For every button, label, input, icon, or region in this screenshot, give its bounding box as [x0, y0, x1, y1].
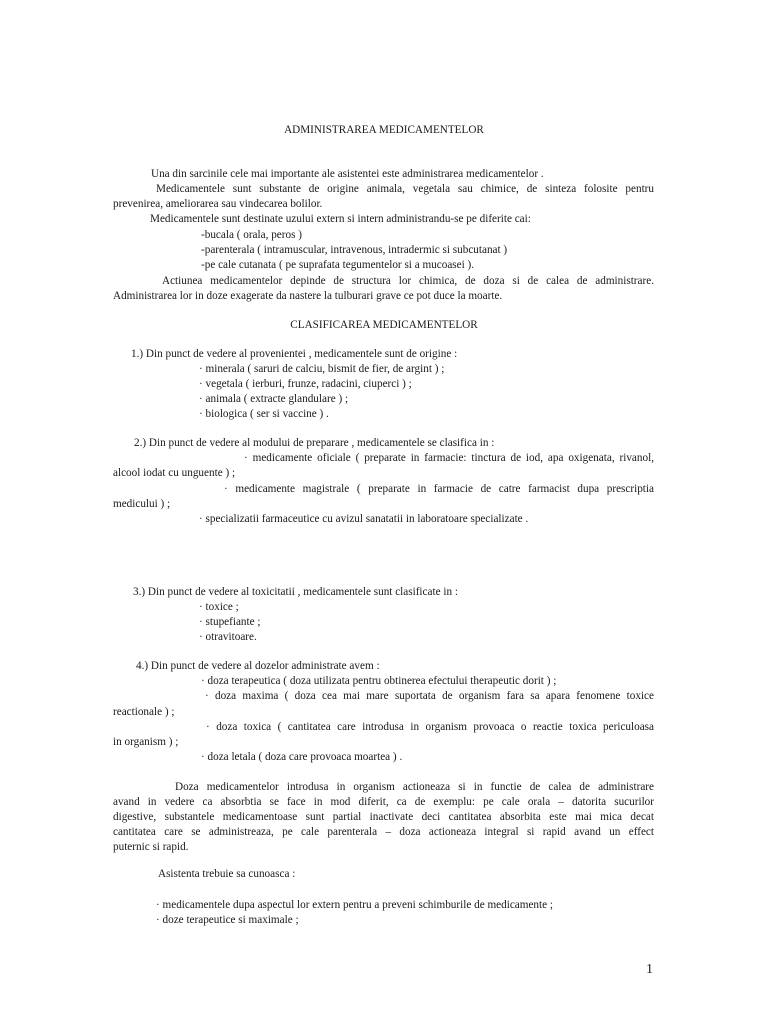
nurse-knowledge-heading: Asistenta trebuie sa cunoasca : [158, 868, 296, 880]
dosage-paragraph-line: puternic si rapid. [113, 841, 189, 853]
classification-heading: 2.) Din punct de vedere al modului de preparare , medicamentele se clasifica in : [134, 437, 495, 449]
nurse-knowledge-item: · doze terapeutice si maximale ; [156, 914, 299, 926]
classification-item: · animala ( extracte glandulare ) ; [199, 393, 349, 405]
classification-item: · medicamente magistrale ( preparate in farmacie de catre farmacist dupa prescriptia [224, 483, 654, 495]
intro-line: Actiunea medicamentelor depinde de structura lor chimica, de doza si de calea de administrare. [162, 275, 654, 287]
intro-line: Medicamentele sunt destinate uzului extern si intern administrandu-se pe diferite cai: [150, 213, 531, 225]
classification-item: · minerala ( saruri de calciu, bismit de fier, de argint ) ; [199, 363, 445, 375]
nurse-knowledge-item: · medicamentele dupa aspectul lor extern pentru a preveni schimburile de medicamente ; [156, 899, 553, 911]
classification-item-continued: in organism ) ; [113, 736, 179, 748]
classification-item: · specializatii farmaceutice cu avizul sanatatii in laboratoare specializate . [199, 513, 529, 525]
route-item: -bucala ( orala, peros ) [201, 229, 302, 241]
dosage-paragraph-line: digestive, substantele medicamentoase sunt partial inactivate deci cantitatea absorbita este mai mica decat [113, 811, 654, 823]
classification-item-continued: alcool iodat cu unguente ) ; [113, 467, 236, 479]
intro-line: Medicamentele sunt substante de origine animala, vegetala sau chimice, de sinteza folosite pentru [156, 183, 654, 195]
dosage-paragraph-line: Doza medicamentelor introdusa in organism actioneaza si in functie de calea de administrare [175, 781, 654, 793]
classification-item: · stupefiante ; [199, 616, 261, 628]
section-title: CLASIFICAREA MEDICAMENTELOR [290, 319, 478, 331]
classification-item-continued: medicului ) ; [113, 498, 171, 510]
classification-item: · vegetala ( ierburi, frunze, radacini, ciuperci ) ; [199, 378, 412, 390]
page-number: 1 [646, 962, 653, 977]
document-title: ADMINISTRAREA MEDICAMENTELOR [284, 124, 484, 136]
classification-item: · doza terapeutica ( doza utilizata pentru obtinerea efectului therapeutic dorit ) ; [201, 675, 557, 687]
route-item: -pe cale cutanata ( pe suprafata tegumentelor si a mucoasei ). [201, 259, 475, 271]
classification-item: · doza toxica ( cantitatea care introdusa in organism provoaca o reactie toxica periculoasa [206, 721, 654, 733]
classification-item: · toxice ; [199, 601, 239, 613]
intro-line: Administrarea lor in doze exagerate da nastere la tulburari grave ce pot duce la moarte. [113, 290, 503, 302]
classification-item-continued: reactionale ) ; [113, 706, 175, 718]
dosage-paragraph-line: avand in vedere ca absorbtia se face in mod diferit, ca de exemplu: pe cale orala – datorita sucurilor [113, 796, 654, 808]
classification-item: · otravitoare. [199, 631, 257, 643]
route-item: -parenterala ( intramuscular, intravenous, intradermic si subcutanat ) [201, 244, 508, 256]
classification-heading: 1.) Din punct de vedere al provenientei , medicamentele sunt de origine : [131, 348, 458, 360]
classification-heading: 3.) Din punct de vedere al toxicitatii , medicamentele sunt clasificate in : [133, 586, 458, 598]
classification-heading: 4.) Din punct de vedere al dozelor administrate avem : [136, 660, 380, 672]
classification-item: · medicamente oficiale ( preparate in farmacie: tinctura de iod, apa oxigenata, rivanol, [244, 452, 654, 464]
classification-item: · doza letala ( doza care provoaca moartea ) . [201, 751, 403, 763]
dosage-paragraph-line: cantitatea care se administreaza, pe cale parenterala – doza actioneaza integral si rapid avand un effect [113, 826, 654, 838]
classification-item: · biologica ( ser si vaccine ) . [199, 408, 329, 420]
classification-item: · doza maxima ( doza cea mai mare suportata de organism fara sa apara fenomene toxice [205, 690, 654, 702]
intro-line: Una din sarcinile cele mai importante ale asistentei este administrarea medicamentelor . [151, 168, 544, 180]
intro-line: prevenirea, ameliorarea sau vindecarea bolilor. [113, 198, 323, 210]
